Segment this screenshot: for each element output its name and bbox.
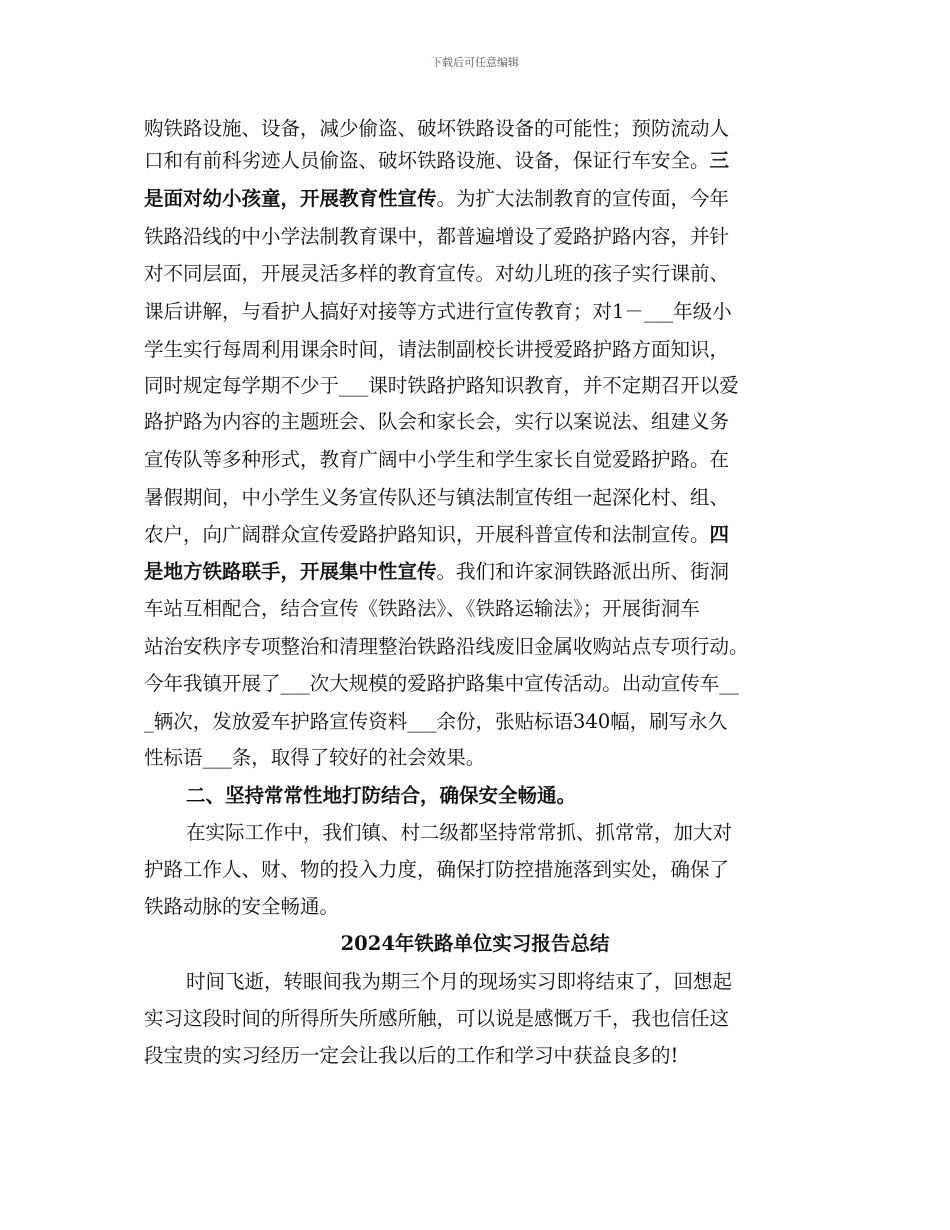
text-run: 。为扩大法制教育的宣传面，今年 xyxy=(436,187,730,210)
paragraph-line: 铁路动脉的安全畅通。 xyxy=(144,895,340,918)
paragraph-line xyxy=(144,560,729,584)
bold-text-run: 四 xyxy=(709,523,730,546)
paragraph-line: 路护路为内容的主题班会、队会和家长会，实行以案说法、组建义务 xyxy=(144,410,730,433)
section-heading: 二、坚持常常性地打防结合，确保安全畅通。 xyxy=(186,784,577,807)
text-run: 农户，向广阔群众宣传爱路护路知识，开展科普宣传和法制宣传。 xyxy=(144,523,710,546)
paragraph-line: 在实际工作中，我们镇、村二级都坚持常常抓、抓常常，加大对 xyxy=(186,821,733,844)
paragraph-line xyxy=(144,187,729,211)
paragraph-line: 段宝贵的实习经历一定会让我以后的工作和学习中获益良多的! xyxy=(144,1044,679,1067)
paragraph-line: 今年我镇开展了___次大规模的爱路护路集中宣传活动。出动宣传车__ xyxy=(144,672,739,695)
paragraph-line: 时间飞逝，转眼间我为期三个月的现场实习即将结束了，回想起 xyxy=(186,970,733,993)
paragraph-line xyxy=(144,149,729,173)
report-title: 2024年铁路单位实习报告总结 xyxy=(340,932,610,955)
paragraph-line: 站治安秩序专项整治和清理整治铁路沿线废旧金属收购站点专项行动。 xyxy=(144,635,749,658)
paragraph-line: 暑假期间，中小学生义务宣传队还与镇法制宣传组一起深化村、组、 xyxy=(144,486,730,509)
text-run: 口和有前科劣迹人员偷盗、破坏铁路设施、设备，保证行车安全。 xyxy=(144,149,710,172)
bold-text-run: 三 xyxy=(709,149,730,172)
paragraph-line: 宣传队等多种形式，教育广阔中小学生和学生家长自觉爱路护路。在 xyxy=(144,448,730,471)
text-run: 。我们和许家洞铁路派出所、街洞 xyxy=(436,560,730,583)
paragraph-line: 学生实行每周利用课余时间，请法制副校长讲授爱路护路方面知识， xyxy=(144,338,730,361)
bold-text-run: 是地方铁路联手，开展集中性宣传 xyxy=(144,560,437,583)
paragraph-line: 护路工作人、财、物的投入力度，确保打防控措施落到实处，确保了 xyxy=(144,858,730,881)
paragraph-line: 课后讲解，与看护人搞好对接等方式进行宣传教育；对1－___年级小 xyxy=(144,300,732,323)
paragraph-line xyxy=(144,523,729,547)
bold-text-run: 是面对幼小孩童，开展教育性宣传 xyxy=(144,187,437,210)
paragraph-line: 铁路沿线的中小学法制教育课中，都普遍增设了爱路护路内容，并针 xyxy=(144,225,730,248)
paragraph-line: 对不同层面，开展灵活多样的教育宣传。对幼儿班的孩子实行课前、 xyxy=(144,262,730,285)
paragraph-line: 车站互相配合，结合宣传《铁路法》、《铁路运输法》；开展街洞车 xyxy=(144,597,700,620)
paragraph-line: 同时规定每学期不少于___课时铁路护路知识教育，并不定期召开以爱 xyxy=(144,374,739,397)
paragraph-line: 性标语___条，取得了较好的社会效果。 xyxy=(144,746,486,769)
paragraph-line: 实习这段时间的所得所失所感所触，可以说是感慨万千，我也信任这 xyxy=(144,1007,730,1030)
paragraph-line: _辆次，发放爱车护路宣传资料___余份，张贴标语340幅，刷写永久 xyxy=(144,710,728,733)
paragraph-line: 购铁路设施、设备，减少偷盗、破坏铁路设备的可能性；预防流动人 xyxy=(144,117,730,140)
page-header: 下载后可任意编辑 xyxy=(431,56,519,69)
